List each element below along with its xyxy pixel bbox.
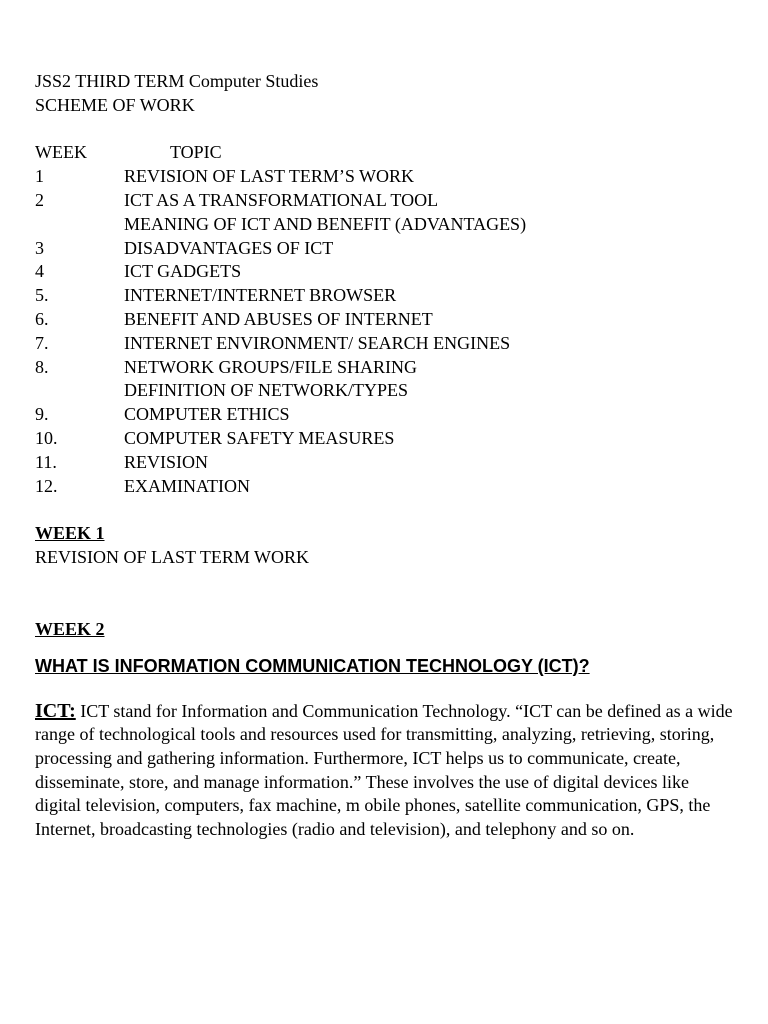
topic-cell: COMPUTER ETHICS xyxy=(124,404,290,425)
scheme-table-row xyxy=(35,356,735,380)
week-number-cell: 9. xyxy=(35,404,49,425)
week-1-text: REVISION OF LAST TERM WORK xyxy=(35,546,310,567)
week-number-cell: 2 xyxy=(35,189,44,210)
document-title: JSS2 THIRD TERM Computer Studies xyxy=(35,71,319,91)
topic-cell: REVISION xyxy=(124,451,208,472)
scheme-table-row xyxy=(35,332,735,356)
document-page xyxy=(35,70,735,842)
topic-cell: EXAMINATION xyxy=(124,475,250,496)
topic-cell: BENEFIT AND ABUSES OF INTERNET xyxy=(124,308,433,329)
document-subtitle: SCHEME OF WORK xyxy=(35,94,195,115)
scheme-table-row xyxy=(35,379,735,403)
topic-cell: ICT AS A TRANSFORMATIONAL TOOL xyxy=(124,189,439,210)
week-number-cell xyxy=(35,213,124,237)
scheme-table-row xyxy=(35,260,735,284)
week-column-header: WEEK xyxy=(35,142,87,163)
topic-cell: DEFINITION OF NETWORK/TYPES xyxy=(124,380,408,401)
week-number-cell: 5. xyxy=(35,285,49,306)
ict-definition-text: ICT stand for Information and Communication Technology. “ICT can be defined as a wide range of technological tools and resources used for transmitting, analyzing, retrieving, storing, processing and gathering information. Furthermore, ICT helps us to communicate, create, disseminate, store, and manage information.” These involves the use of digital devices like digital television, computers, fax machine, m obile phones, satellite communication, GPS, the Internet, broadcasting technologies (radio and television), and telephony and so on. xyxy=(35,700,733,840)
scheme-table-row xyxy=(35,189,735,213)
scheme-table-header xyxy=(35,141,735,165)
topic-cell: REVISION OF LAST TERM’S WORK xyxy=(124,166,415,187)
scheme-table-row xyxy=(35,475,735,499)
topic-cell: ICT GADGETS xyxy=(124,261,242,282)
week-number-cell: 6. xyxy=(35,308,49,329)
scheme-table-body xyxy=(35,165,735,498)
week-1-heading: WEEK 1 xyxy=(35,523,105,544)
scheme-table-row xyxy=(35,308,735,332)
scheme-table-row xyxy=(35,284,735,308)
week-number-cell: 4 xyxy=(35,261,44,282)
scheme-table xyxy=(35,141,735,498)
topic-cell: INTERNET ENVIRONMENT/ SEARCH ENGINES xyxy=(124,332,511,353)
scheme-table-row xyxy=(35,451,735,475)
week-number-cell: 8. xyxy=(35,356,49,377)
scheme-table-row xyxy=(35,237,735,261)
scheme-table-row xyxy=(35,165,735,189)
week-2-heading: WEEK 2 xyxy=(35,618,105,639)
week-number-cell: 10. xyxy=(35,427,58,448)
week-number-cell: 11. xyxy=(35,451,57,472)
scheme-table-row xyxy=(35,213,735,237)
topic-cell: NETWORK GROUPS/FILE SHARING xyxy=(124,356,418,377)
scheme-table-row xyxy=(35,427,735,451)
ict-question-heading: WHAT IS INFORMATION COMMUNICATION TECHNOLOGY (ICT)? xyxy=(35,655,590,676)
week-number-cell xyxy=(35,379,124,403)
topic-column-header: TOPIC xyxy=(170,142,222,163)
ict-definition-paragraph xyxy=(35,700,735,842)
ict-label: ICT: xyxy=(35,699,76,722)
topic-cell: MEANING OF ICT AND BENEFIT (ADVANTAGES) xyxy=(124,213,527,234)
week-number-cell: 1 xyxy=(35,166,44,187)
week-number-cell: 3 xyxy=(35,237,44,258)
topic-cell: DISADVANTAGES OF ICT xyxy=(124,237,334,258)
scheme-table-row xyxy=(35,403,735,427)
week-number-cell: 12. xyxy=(35,475,58,496)
topic-cell: INTERNET/INTERNET BROWSER xyxy=(124,285,397,306)
topic-cell: COMPUTER SAFETY MEASURES xyxy=(124,427,395,448)
week-number-cell: 7. xyxy=(35,332,49,353)
